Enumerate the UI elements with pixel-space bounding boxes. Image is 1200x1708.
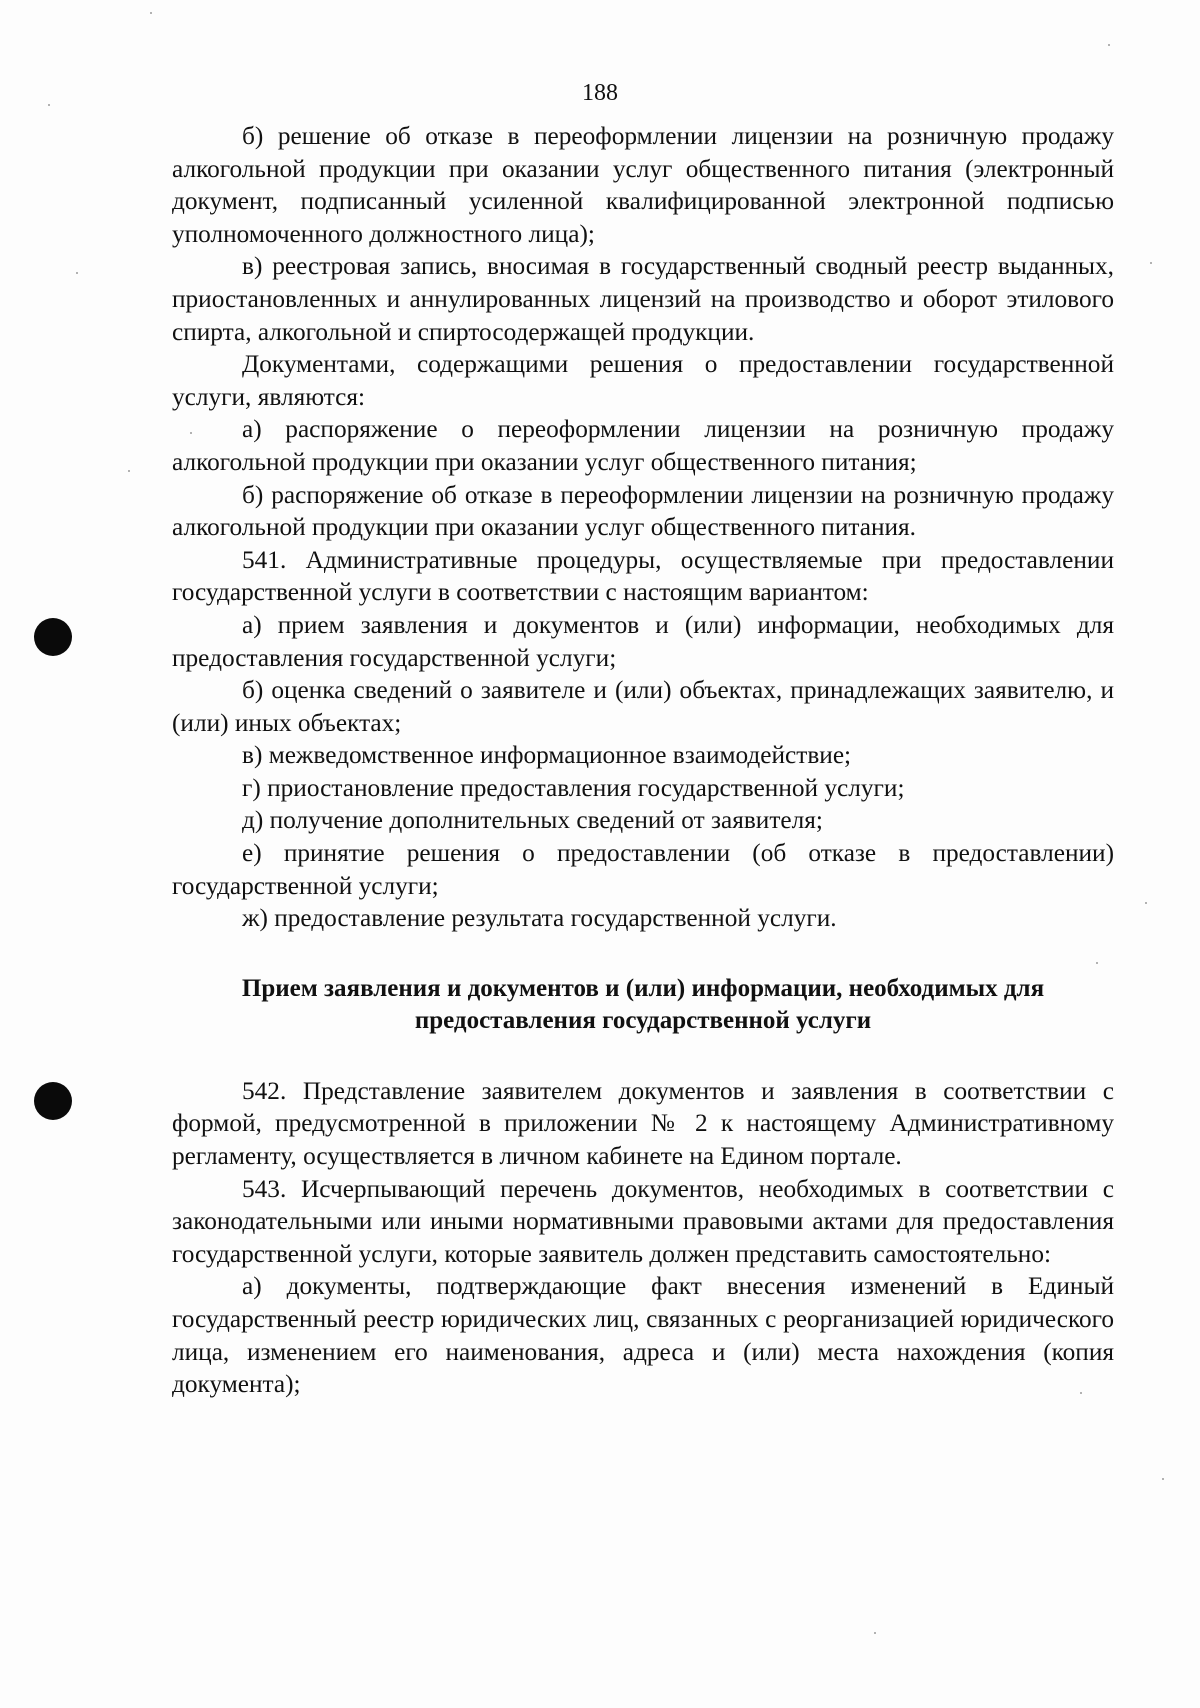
paragraph: в) межведомственное информационное взаимодействие; [242,741,852,770]
paragraph: б) распоряжение об отказе в переоформлении лицензии на розничную продажу алкогольной продукции при оказании услуг общественного питания. [172,480,1114,542]
paragraph: 542. Представление заявителем документов и заявления в соответствии с формой, предусмотренной в приложении № 2 к настоящему Административному регламенту, осуществляется в личном кабинете на Едином портале. [172,1076,1114,1171]
scan-speck [1108,44,1110,46]
paragraph: 543. Исчерпывающий перечень документов, необходимых в соответствии с законодательными или иными нормативными правовыми актами для предоставления государственной услуги, которые заявитель должен представить самостоятельно: [172,1174,1114,1268]
punch-hole-mark [34,1082,72,1120]
scan-speck [874,1632,876,1634]
scan-speck [1145,902,1147,904]
scan-speck [1150,262,1152,264]
scan-speck [128,470,130,472]
scan-speck [1162,1478,1164,1480]
paragraph: Документами, содержащими решения о предоставлении государственной услуги, являются: [172,350,1114,411]
paragraph: г) приостановление предоставления государственной услуги; [242,773,905,802]
paragraph: е) принятие решения о предоставлении (об отказе в предоставлении) государственной услуги; [172,839,1114,900]
section-heading: Прием заявления и документов и (или) информации, необходимых для предоставления государственной услуги [241,974,1045,1034]
paragraph: а) распоряжение о переоформлении лицензии на розничную продажу алкогольной продукции при оказании услуг общественного питания; [172,415,1114,476]
paragraph: д) получение дополнительных сведений от заявителя; [242,806,823,835]
page-number: 188 [582,80,618,106]
scan-speck [150,12,152,14]
paragraph: 541. Административные процедуры, осуществляемые при предоставлении государственной услуги в соответствии с настоящим вариантом: [172,545,1114,607]
paragraph: а) прием заявления и документов и (или) информации, необходимых для предоставления государственной услуги; [172,610,1114,672]
paragraph: б) решение об отказе в переоформлении лицензии на розничную продажу алкогольной продукции при оказании услуг общественного питания (электронный документ, подписанный усиленной квалифицированной электронной подписью уполномоченного должностного лица); [172,122,1114,248]
paragraph: а) документы, подтверждающие факт внесения изменений в Единый государственный реестр юридических лиц, связанных с реорганизацией юридического лица, изменением его наименования, адреса и (или) места нахождения (копия документа); [172,1272,1114,1399]
punch-hole-mark [34,618,72,656]
paragraph: ж) предоставление результата государственной услуги. [242,904,837,933]
scan-speck [76,272,78,274]
paragraph: в) реестровая запись, вносимая в государственный сводный реестр выданных, приостановленных и аннулированных лицензий на производство и оборот этилового спирта, алкогольной и спиртосодержащей продукции. [172,252,1114,346]
paragraph: б) оценка сведений о заявителе и (или) объектах, принадлежащих заявителю, и (или) иных объектах; [172,676,1114,737]
document-body [172,120,1114,1401]
